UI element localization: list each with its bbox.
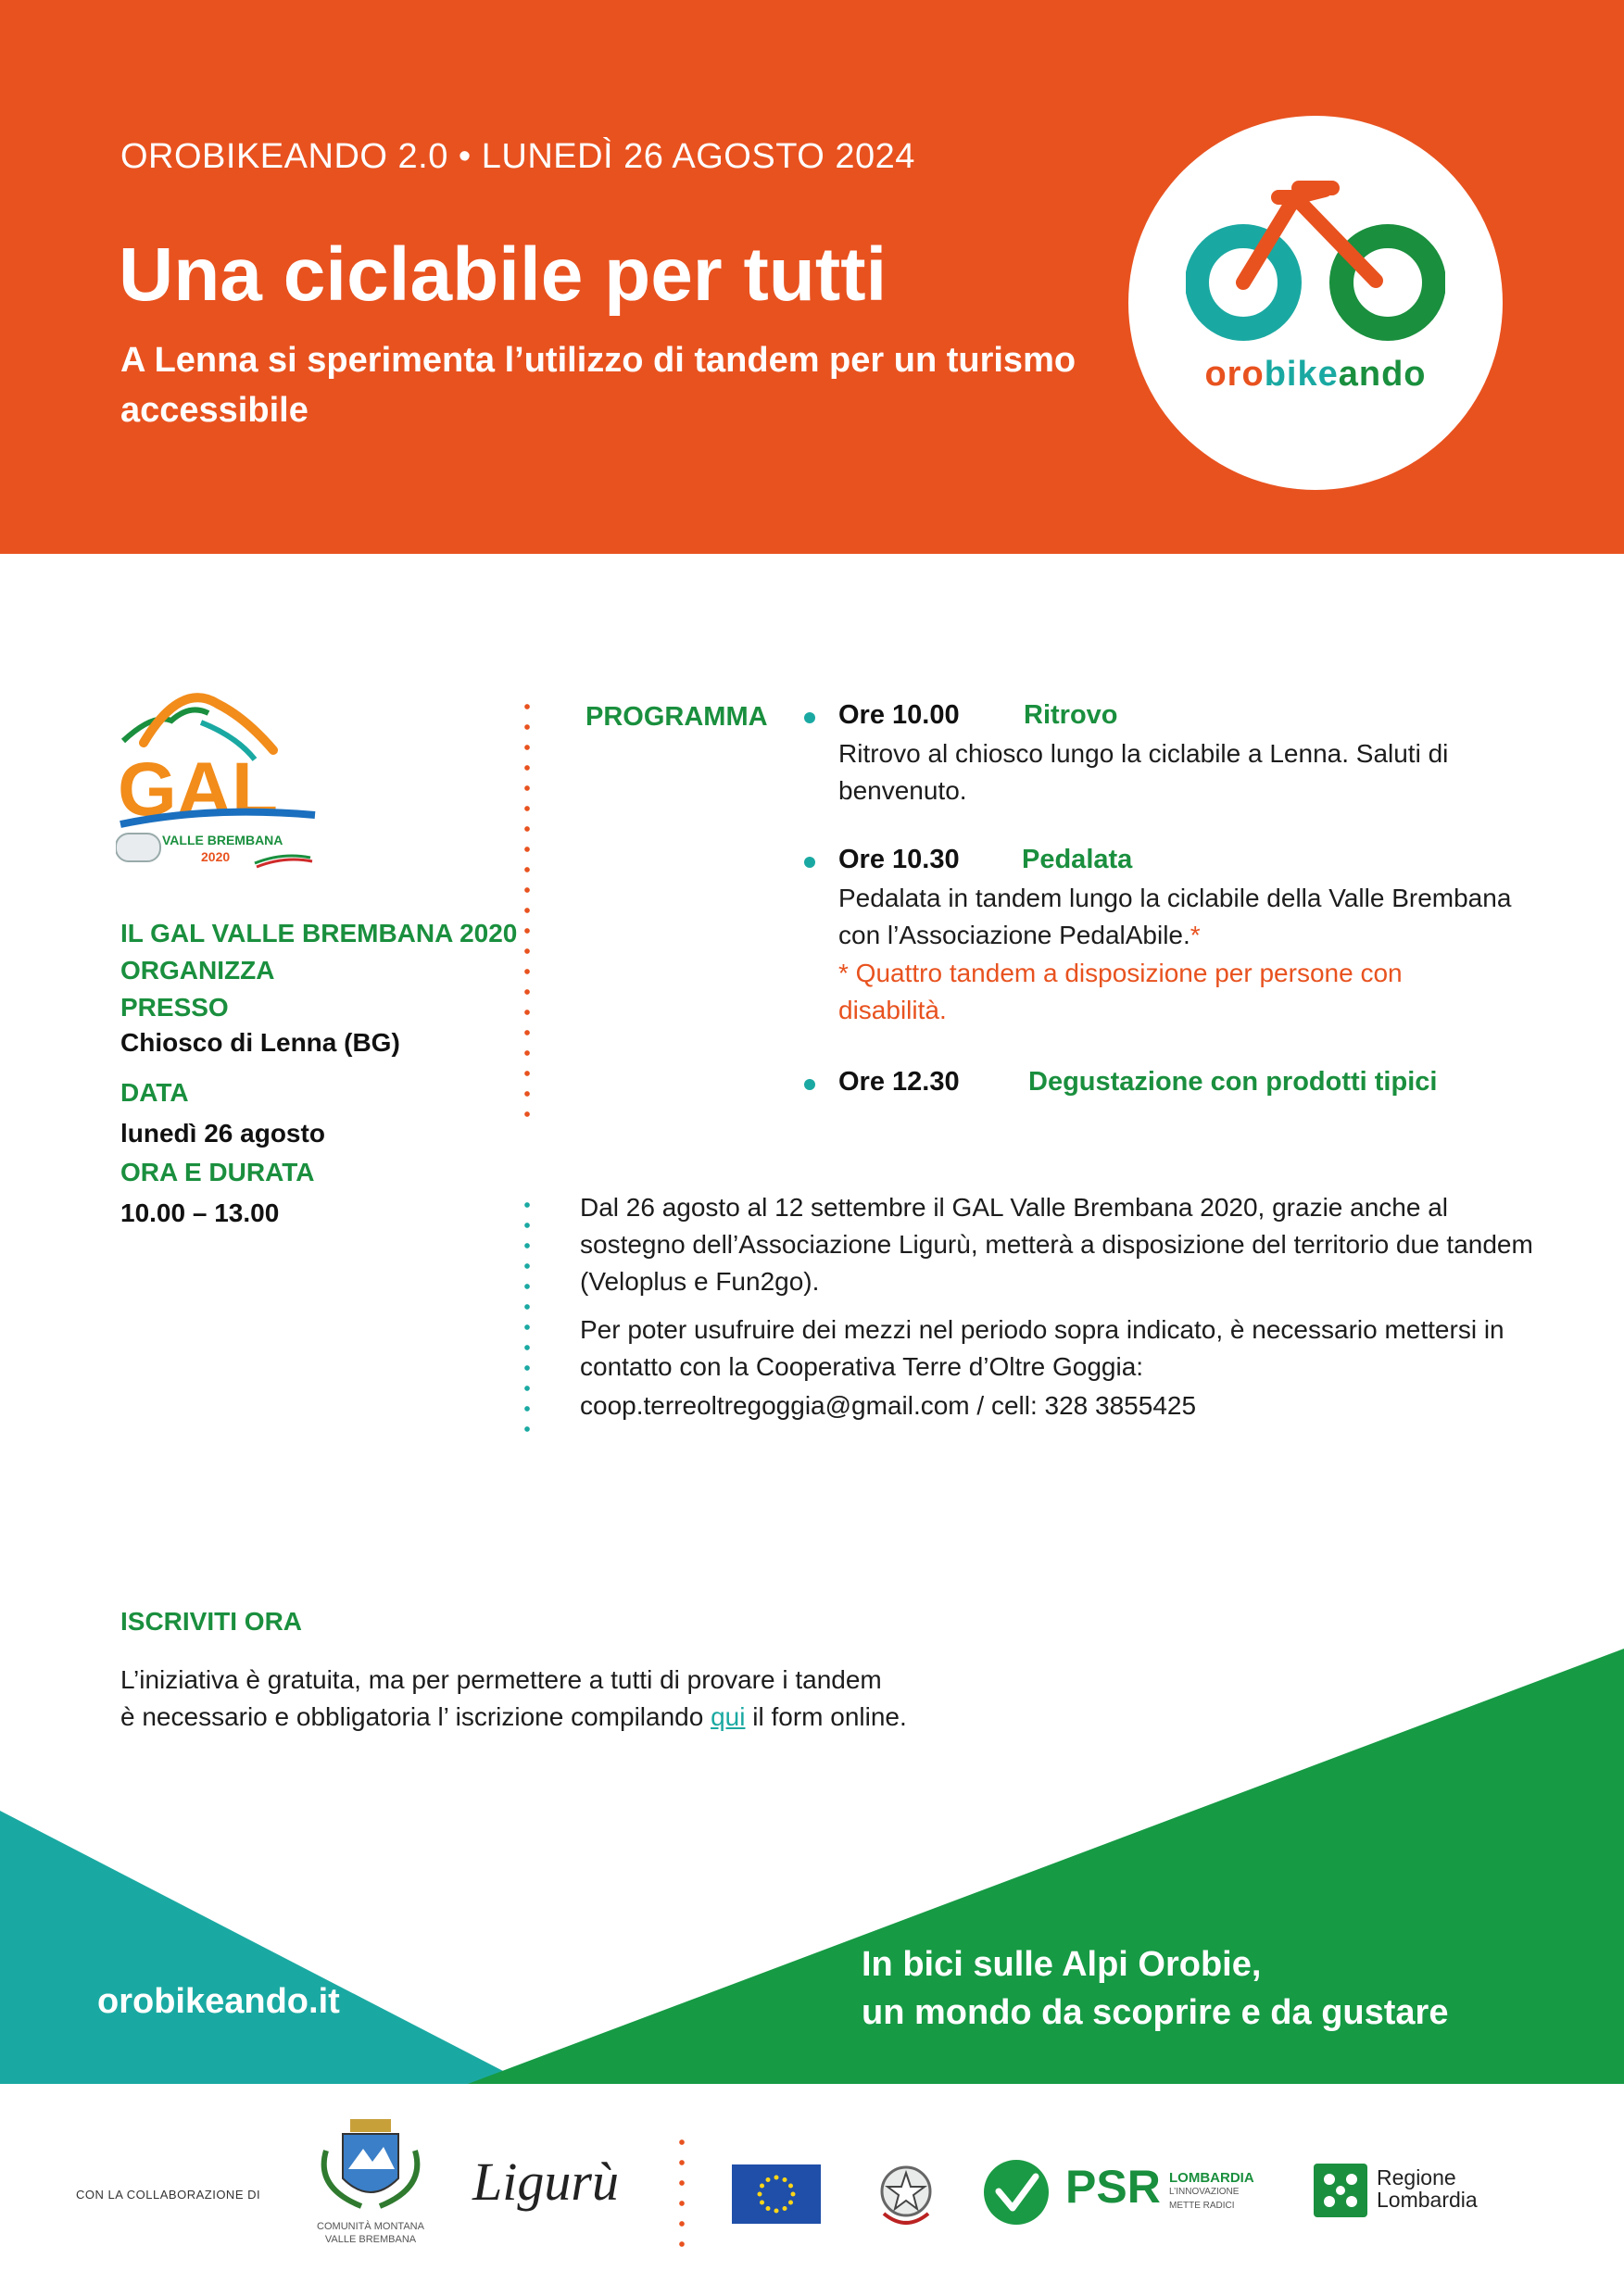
- gal-logo: [116, 685, 329, 880]
- program-title-2: Pedalata: [1022, 845, 1133, 874]
- tagline-line-1: In bici sulle Alpi Orobie,: [862, 1945, 1262, 1984]
- gal-letters: GAL: [118, 747, 279, 832]
- orobikeando-logo: [1128, 116, 1503, 490]
- liguru-logo: Ligurù: [472, 2152, 619, 2212]
- iscriviti-heading: ISCRIVITI ORA: [120, 1607, 303, 1636]
- info-paragraph-1: Dal 26 agosto al 12 settembre il GAL Valle Brembana 2020, grazie anche al sostegno dell’Associazione Ligurù, metterà a disposizione del territorio due tandem (Veloplus e Fun2go).: [580, 1193, 1533, 1296]
- gal-mountain-icon: [116, 685, 329, 880]
- data-label: DATA: [120, 1078, 189, 1107]
- program-desc-2-asterisk: *: [1190, 921, 1201, 949]
- ora-label: ORA E DURATA: [120, 1158, 315, 1186]
- program-title-3: Degustazione con prodotti tipici: [1028, 1067, 1438, 1097]
- info-paragraph-2: Per poter usufruire dei mezzi nel periodo sopra indicato, è necessario mettersi in contatto con la Cooperativa Terre d’Oltre Goggia:: [580, 1315, 1504, 1381]
- divider-dotted-teal: [524, 1195, 530, 1445]
- sponsor-divider: [679, 2132, 685, 2252]
- bicycle-icon: [1186, 171, 1445, 347]
- iscriviti-text-before: è necessario e obbligatoria l’ iscrizione compilando: [120, 1702, 704, 1731]
- wordmark-ando: ando: [1338, 355, 1427, 394]
- psr-subtitle: [1169, 2171, 1254, 2213]
- gal-line1: VALLE BREMBANA: [162, 833, 283, 847]
- presso-label: PRESSO: [120, 993, 229, 1022]
- comunita-line-2: VALLE BREMBANA: [324, 2234, 417, 2245]
- bullet-icon: [804, 1079, 815, 1090]
- divider-dotted-orange: [524, 696, 530, 1124]
- data-value: lunedì 26 agosto: [120, 1119, 325, 1148]
- tagline-line-2: un mondo da scoprire e da gustare: [862, 1993, 1449, 2032]
- psr-logo-text: PSR: [1065, 2161, 1161, 2213]
- bullet-icon: [804, 712, 815, 723]
- page-subtitle: A Lenna si sperimenta l’utilizzo di tandem per un turismo accessibile: [120, 341, 1076, 430]
- program-time-3: Ore 12.30: [838, 1067, 960, 1097]
- eu-flag-icon: [732, 2164, 821, 2224]
- italian-republic-emblem-icon: [871, 2158, 941, 2237]
- orobikeando-wordmark: [1128, 355, 1503, 395]
- regione-lombardia-icon: [1314, 2164, 1367, 2217]
- coat-of-arms-icon: [306, 2114, 435, 2215]
- presso-value: Chiosco di Lenna (BG): [120, 1028, 400, 1057]
- ora-value: 10.00 – 13.00: [120, 1198, 280, 1227]
- programma-label: PROGRAMMA: [585, 702, 768, 732]
- organizer-heading: IL GAL VALLE BREMBANA 2020 ORGANIZZA: [120, 919, 518, 985]
- program-desc-1: Ritrovo al chiosco lungo la ciclabile a Lenna. Saluti di benvenuto.: [838, 739, 1449, 805]
- regione-line-1: Regione: [1377, 2165, 1456, 2189]
- collaboration-label: CON LA COLLABORAZIONE DI: [76, 2188, 261, 2202]
- event-kicker: OROBIKEANDO 2.0 • LUNEDÌ 26 AGOSTO 2024: [120, 137, 915, 176]
- iscriviti-line-1: L’iniziativa è gratuita, ma per permettere a tutti di provare i tandem: [120, 1665, 882, 1694]
- iscriviti-text-after: il form online.: [745, 1702, 907, 1731]
- program-time-1: Ore 10.00: [838, 700, 960, 730]
- comunita-montana-logo: [306, 2114, 435, 2262]
- program-desc-2-text: Pedalata in tandem lungo la ciclabile della Valle Brembana con l’Associazione PedalAbile.: [838, 884, 1512, 949]
- program-title-1: Ritrovo: [1024, 700, 1118, 730]
- registration-form-link[interactable]: qui: [711, 1702, 746, 1731]
- wordmark-oro: oro: [1204, 355, 1265, 394]
- comunita-line-1: COMUNITÀ MONTANA: [317, 2221, 424, 2232]
- footer-tagline: [862, 1940, 1448, 2037]
- wordmark-bike: bike: [1264, 355, 1339, 394]
- program-time-2: Ore 10.30: [838, 845, 960, 874]
- regione-line-2: Lombardia: [1377, 2188, 1478, 2212]
- contact-line: coop.terreoltregoggia@gmail.com / cell: 328 3855425: [580, 1391, 1197, 1420]
- page-title: Una ciclabile per tutti: [119, 232, 888, 317]
- website-link[interactable]: orobikeando.it: [97, 1982, 340, 2021]
- eu-stars-icon: [732, 2164, 821, 2224]
- program-note-2: * Quattro tandem a disposizione per persone con disabilità.: [838, 959, 1403, 1024]
- psr-leaf-icon: [982, 2158, 1051, 2231]
- psr-sub-2: L’INNOVAZIONE: [1169, 2187, 1240, 2197]
- regione-lombardia-text: [1377, 2166, 1478, 2211]
- gal-line2: 2020: [201, 849, 231, 864]
- psr-sub-3: METTE RADICI: [1169, 2201, 1235, 2211]
- program-desc-2: [838, 880, 1524, 954]
- psr-sub-1: LOMBARDIA: [1169, 2170, 1254, 2186]
- bullet-icon: [804, 857, 815, 868]
